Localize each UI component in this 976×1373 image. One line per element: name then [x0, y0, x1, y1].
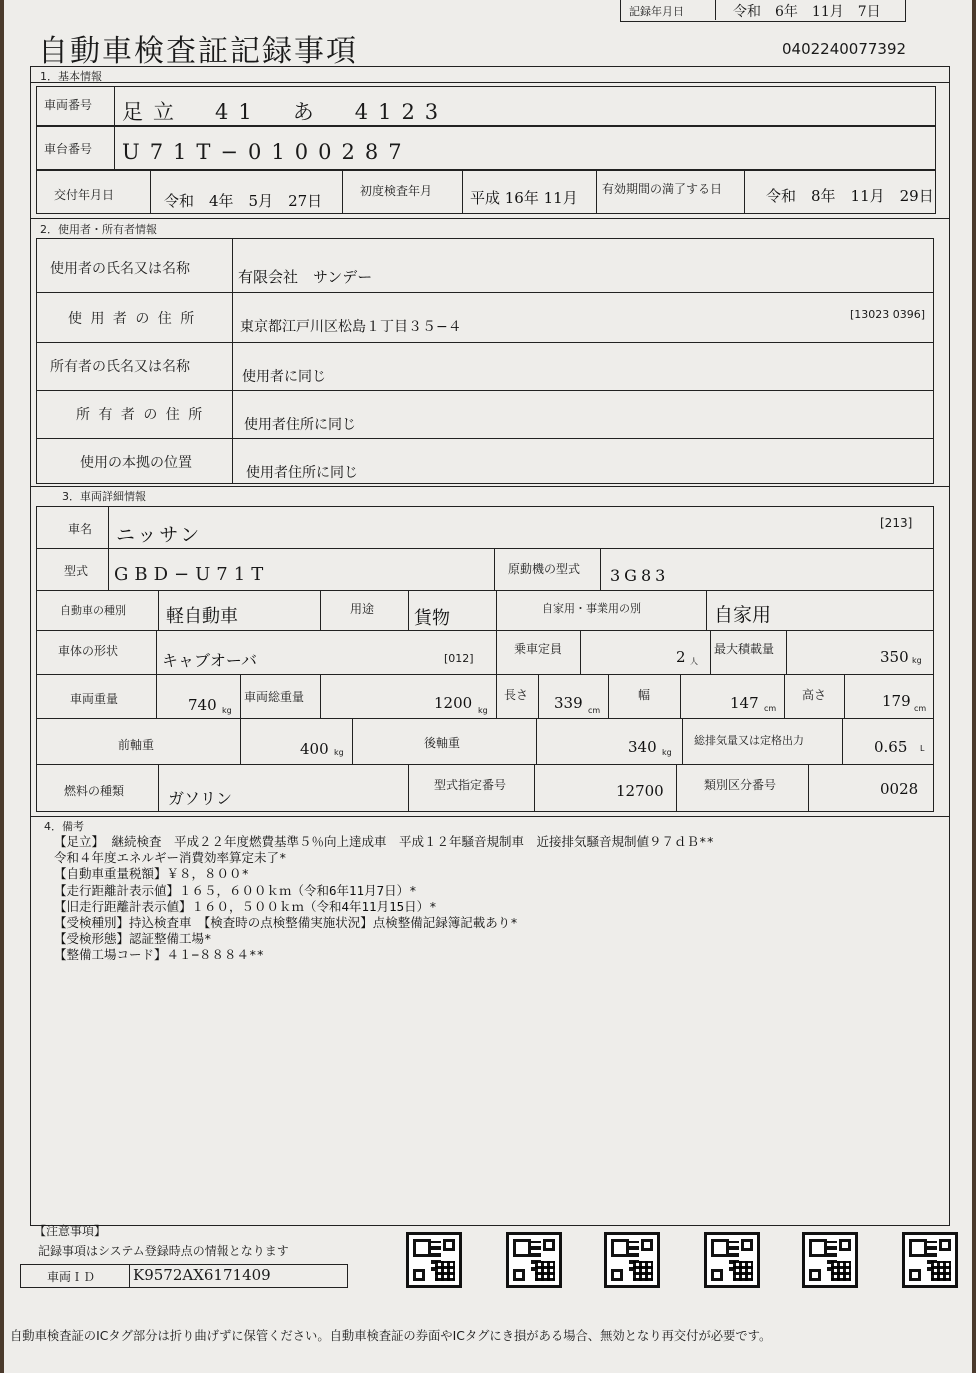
remarks-line: 【足立】 継続検査 平成２２年度燃費基準５％向上達成車 平成１２年騒音規制車 近接排気騒音規制値９７ｄＢ**: [54, 834, 715, 849]
notes-text: 記録事項はシステム登録時点の情報となります: [38, 1244, 289, 1258]
front-axle-value: 400: [300, 740, 329, 758]
height-label: 高さ: [802, 688, 827, 702]
type-spec-label: 型式指定番号: [434, 778, 507, 792]
model-label: 型式: [64, 564, 89, 578]
fuel-type-value: ガソリン: [168, 789, 233, 808]
expiry-date-value: 令和 8年 11月 29日: [766, 187, 934, 205]
reg-number-value: 足立 41 あ 4123: [122, 100, 449, 124]
engine-model-label: 原動機の型式: [508, 562, 581, 576]
section-2-heading: 2．使用者・所有者情報: [40, 223, 157, 236]
private-business-value: 自家用: [714, 604, 772, 626]
remarks-line: 【走行距離計表示値】１６５，６００ｋｍ（令和6年11月7日）*: [54, 882, 417, 898]
body-shape-label: 車体の形状: [58, 644, 119, 658]
use-value: 貨物: [414, 608, 450, 629]
section-1-heading: 1．基本情報: [40, 70, 102, 83]
vehicle-weight-unit: kg: [222, 706, 232, 715]
displacement-unit: L: [920, 744, 925, 753]
vehicle-weight-value: 740: [188, 696, 217, 714]
remarks-line: 【自動車重量税額】￥８，８００*: [54, 866, 250, 882]
qr-code: [802, 1232, 858, 1288]
max-load-unit: kg: [912, 656, 922, 665]
owner-name-label: 所有者の氏名又は名称: [50, 359, 190, 375]
class-number-label: 類別区分番号: [704, 778, 777, 792]
capacity-value: 2: [676, 648, 686, 666]
class-number-value: 0028: [880, 780, 919, 798]
vehicle-id-box: [20, 1264, 348, 1288]
remarks-text: [54, 834, 714, 964]
width-unit: cm: [764, 704, 777, 713]
fuel-type-label: 燃料の種類: [64, 784, 125, 798]
body-shape-value: キャブオーバ: [162, 651, 258, 670]
gross-weight-unit: kg: [478, 706, 488, 715]
height-value: 179: [882, 692, 911, 710]
user-name-label: 使用者の氏名又は名称: [50, 261, 190, 277]
capacity-label: 乗車定員: [514, 642, 563, 656]
owner-address-label: 所 有 者 の 住 所: [76, 407, 205, 423]
record-date-value: 令和 6年 11月 7日: [733, 4, 881, 20]
front-axle-unit: kg: [334, 748, 344, 757]
vehicle-id-value: K9572AX6171409: [133, 1266, 271, 1284]
rear-axle-unit: kg: [662, 748, 672, 757]
private-business-label: 自家用・事業用の別: [542, 602, 641, 615]
car-name-code: [213]: [880, 516, 913, 530]
certificate-paper: [4, 0, 972, 1373]
vehicle-kind-label: 自動車の種別: [60, 604, 126, 617]
expiry-date-label: 有効期間の満了する日: [602, 182, 723, 196]
notes-heading: 【注意事項】: [34, 1224, 107, 1238]
body-shape-code: [012]: [444, 652, 474, 665]
remarks-line: 【旧走行距離計表示値】１６０，５００ｋｍ（令和4年11月15日）*: [54, 898, 437, 914]
gross-weight-label: 車両総重量: [244, 690, 305, 704]
displacement-value: 0.65: [874, 738, 908, 756]
base-location-label: 使用の本拠の位置: [80, 455, 192, 471]
qr-code: [604, 1232, 660, 1288]
type-spec-value: 12700: [616, 782, 664, 800]
qr-code: [506, 1232, 562, 1288]
first-inspection-value: 平成 16年 11月: [470, 189, 578, 207]
remarks-line: 令和４年度エネルギー消費効率算定未了*: [54, 850, 287, 866]
remarks-line: 【整備工場コード】４１−８８８４**: [54, 947, 265, 963]
width-label: 幅: [638, 688, 651, 702]
vehicle-id-label: 車両ＩＤ: [47, 1270, 96, 1284]
page-title: 自動車検査証記録事項: [38, 34, 358, 69]
vehicle-kind-value: 軽自動車: [166, 606, 238, 627]
user-address-label: 使 用 者 の 住 所: [68, 311, 197, 327]
record-date-box: [620, 0, 906, 22]
remarks-line: 【受検種別】持込検査車 【検査時の点検整備実施状況】点検整備記録簿記載あり*: [54, 915, 518, 931]
model-value: GBD−U71T: [114, 564, 270, 585]
length-value: 339: [554, 694, 583, 712]
vehicle-weight-label: 車両重量: [70, 692, 119, 706]
car-name-label: 車名: [68, 522, 93, 536]
section-4-heading: 4．備考: [44, 820, 84, 833]
width-value: 147: [730, 694, 759, 712]
owner-name-value: 使用者に同じ: [242, 369, 326, 385]
issue-date-value: 令和 4年 5月 27日: [164, 192, 323, 210]
issue-date-label: 交付年月日: [54, 188, 115, 202]
user-name-value: 有限会社 サンデー: [238, 268, 373, 286]
first-inspection-label: 初度検査年月: [360, 184, 433, 198]
displacement-label: 総排気量又は定格出力: [694, 734, 804, 747]
document-number: 0402240077392: [782, 40, 907, 58]
base-location-value: 使用者住所に同じ: [246, 465, 358, 481]
chassis-number-label: 車台番号: [44, 142, 93, 156]
footer-notice: 自動車検査証のICタグ部分は折り曲げずに保管ください。自動車検査証の券面やICタグにき損がある場合、無効となり再交付が必要です。: [10, 1329, 772, 1343]
max-load-value: 350: [880, 648, 909, 666]
rear-axle-label: 後軸重: [424, 736, 461, 750]
chassis-number-value: U71T−0100287: [122, 140, 412, 164]
qr-code: [704, 1232, 760, 1288]
length-unit: cm: [588, 706, 601, 715]
reg-number-label: 車両番号: [44, 98, 93, 112]
capacity-unit: 人: [690, 657, 698, 666]
qr-code: [902, 1232, 958, 1288]
car-name-value: ニッサン: [116, 524, 203, 546]
user-address-value: 東京都江戸川区松島１丁目３５−４: [240, 319, 462, 335]
gross-weight-value: 1200: [434, 694, 473, 712]
qr-code: [406, 1232, 462, 1288]
owner-address-value: 使用者住所に同じ: [244, 417, 356, 433]
section-3-heading: 3．車両詳細情報: [62, 490, 146, 503]
rear-axle-value: 340: [628, 738, 657, 756]
user-address-code: [13023 0396]: [850, 308, 926, 321]
max-load-label: 最大積載量: [714, 642, 775, 656]
front-axle-label: 前軸重: [118, 738, 155, 752]
length-label: 長さ: [504, 688, 529, 702]
use-label: 用途: [350, 602, 375, 616]
remarks-line: 【受検形態】認証整備工場*: [54, 931, 212, 947]
engine-model-value: 3G83: [610, 566, 670, 585]
height-unit: cm: [914, 704, 927, 713]
record-date-label: 記録年月日: [629, 5, 684, 18]
